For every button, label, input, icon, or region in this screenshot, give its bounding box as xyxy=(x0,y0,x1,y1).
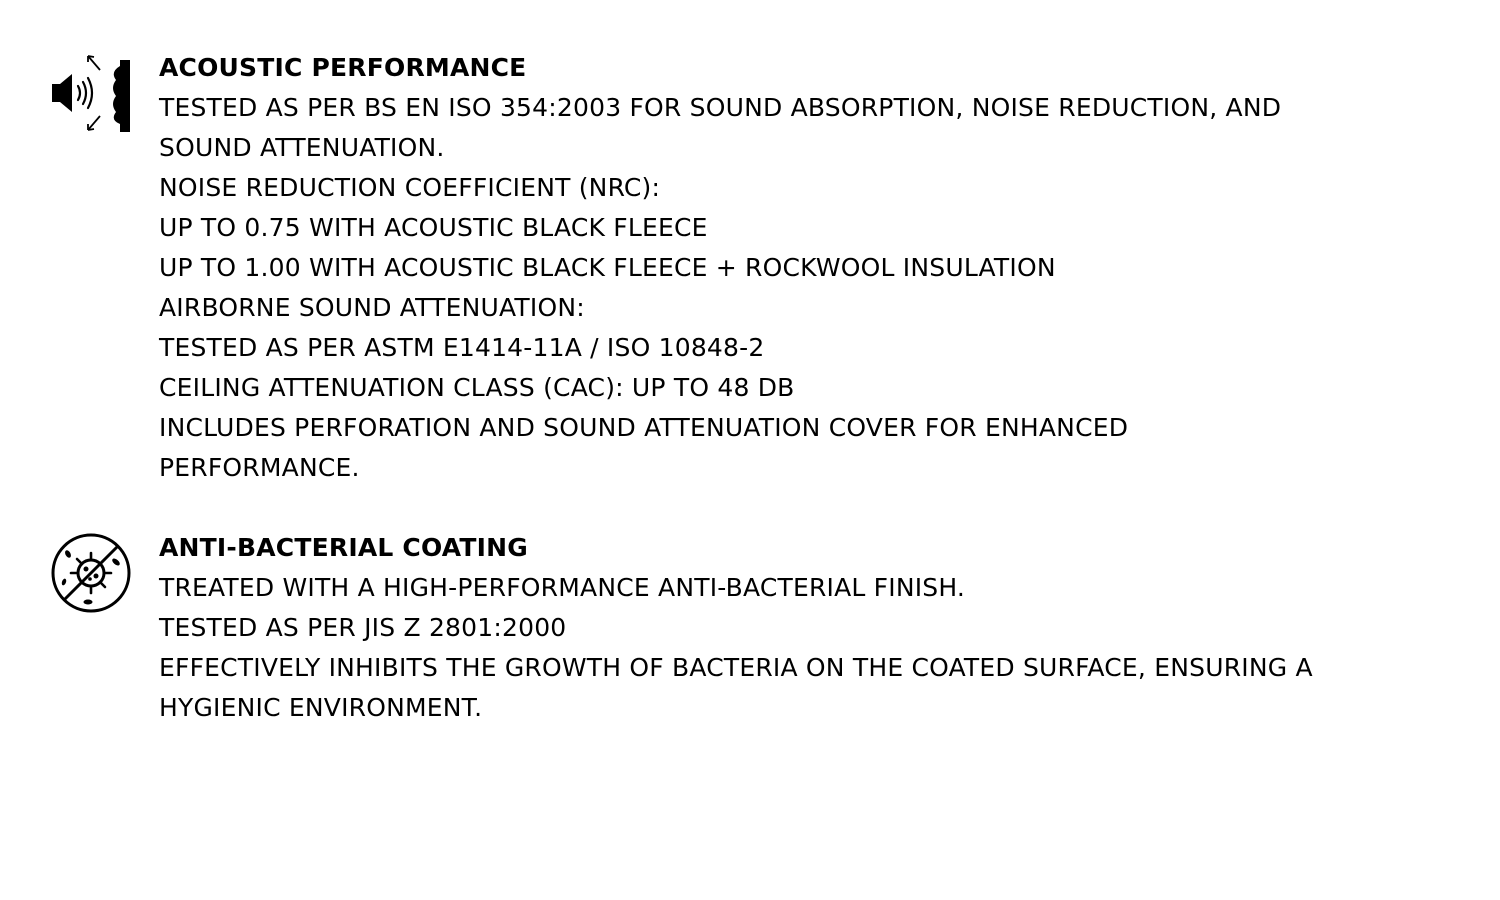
feature-line: TESTED AS PER ASTM E1414-11A / ISO 10848-2 xyxy=(159,333,765,362)
feature-line: SOUND ATTENUATION. xyxy=(159,133,445,162)
feature-title: ANTI-BACTERIAL COATING xyxy=(159,533,528,562)
anti-bacterial-no-germ-icon xyxy=(50,532,132,614)
feature-line: CEILING ATTENUATION CLASS (CAC): UP TO 48 DB xyxy=(159,373,795,402)
feature-line: HYGIENIC ENVIRONMENT. xyxy=(159,693,483,722)
feature-title: ACOUSTIC PERFORMANCE xyxy=(159,53,527,82)
feature-line: TESTED AS PER BS EN ISO 354:2003 FOR SOUND ABSORPTION, NOISE REDUCTION, AND xyxy=(159,93,1282,122)
feature-lines xyxy=(159,88,1459,488)
acoustic-performance-content xyxy=(159,48,1459,488)
feature-lines xyxy=(159,568,1459,728)
feature-line: PERFORMANCE. xyxy=(159,453,360,482)
acoustic-speaker-wall-icon xyxy=(50,52,132,134)
anti-bacterial-coating-content xyxy=(159,528,1459,728)
feature-line: TESTED AS PER JIS Z 2801:2000 xyxy=(159,613,567,642)
feature-line: AIRBORNE SOUND ATTENUATION: xyxy=(159,293,585,322)
feature-line: EFFECTIVELY INHIBITS THE GROWTH OF BACTERIA ON THE COATED SURFACE, ENSURING A xyxy=(159,653,1313,682)
feature-line: UP TO 1.00 WITH ACOUSTIC BLACK FLEECE + ROCKWOOL INSULATION xyxy=(159,253,1056,282)
feature-line: INCLUDES PERFORATION AND SOUND ATTENUATION COVER FOR ENHANCED xyxy=(159,413,1129,442)
feature-line: UP TO 0.75 WITH ACOUSTIC BLACK FLEECE xyxy=(159,213,708,242)
feature-line: NOISE REDUCTION COEFFICIENT (NRC): xyxy=(159,173,661,202)
feature-line: TREATED WITH A HIGH-PERFORMANCE ANTI-BACTERIAL FINISH. xyxy=(159,573,966,602)
